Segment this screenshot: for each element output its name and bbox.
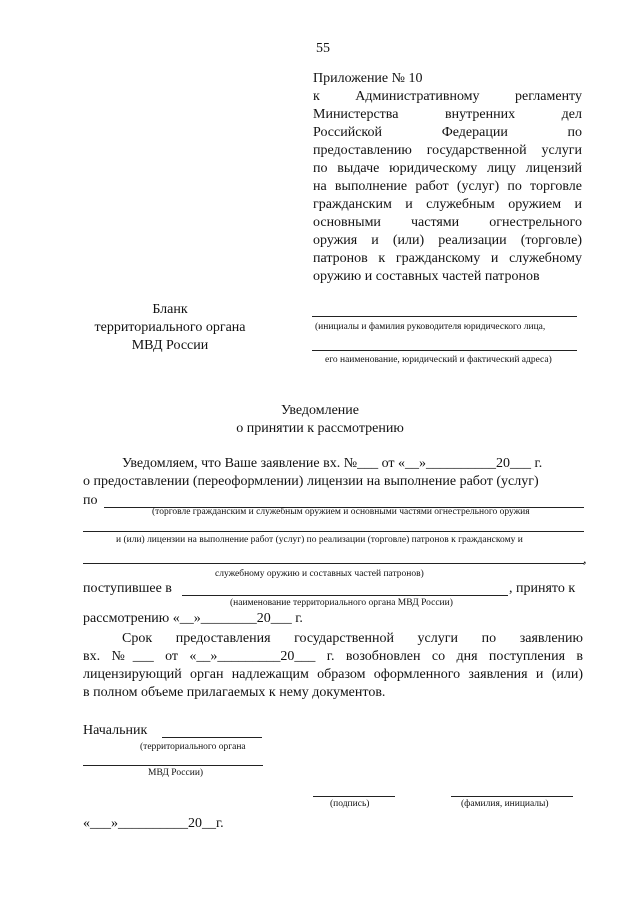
caption-signature: (подпись) [330,799,370,809]
letterhead-line: МВД России [131,338,209,353]
letterhead-block [60,301,280,355]
signature-date: «___»__________20__г. [83,816,224,831]
received-prefix: поступившее в [83,581,172,596]
appendix-line: к Административному регламенту [313,89,582,104]
appendix-line: основными частями огнестрельного [313,215,582,230]
term-line-2: вх. №___ от «__»_________20___ г. возобновлен со дня поступления в [83,649,583,664]
appendix-line: Российской Федерации по [313,125,582,140]
chief-organ-line[interactable] [162,737,262,738]
notice-subtitle: о принятии к рассмотрению [236,421,404,436]
statement-line-2: о предоставлении (переоформлении) лицензии на выполнение работ (услуг) [83,474,539,489]
review-date: рассмотрению «__»________20___ г. [83,611,303,626]
chief-label: Начальник [83,723,148,738]
appendix-line: по выдаче юридическому лицу лицензий [313,161,582,176]
notice-title: Уведомление [280,403,359,418]
appendix-title: Приложение № 10 [313,71,423,86]
statement-prefix-po: по [83,493,98,508]
work-type-line-2[interactable] [83,531,584,532]
recipient-line-2[interactable] [312,350,577,351]
name-line[interactable] [451,796,573,797]
page-number: 55 [316,41,330,56]
statement-line: Уведомляем, что Ваше заявление вх. №___ от «__»__________20___ г. [122,456,543,471]
chief-mvd-line[interactable] [83,765,263,766]
caption-sale: и (или) лицензии на выполнение работ (услуг) по реализации (торговле) патронов к гражданскому и [116,535,523,545]
caption-weapon: служебному оружию и составных частей патронов) [215,569,424,579]
signature-line[interactable] [313,796,395,797]
appendix-last-line: оружию и составных частей патронов [313,269,540,284]
appendix-line: оружия и (или) реализации (торговле) [313,233,582,248]
recipient-caption-2: его наименование, юридический и фактический адреса) [325,355,552,365]
letterhead-line: Бланк [152,302,188,317]
appendix-line: гражданским и служебным оружием и [313,197,582,212]
caption-organ: (наименование территориального органа МВД России) [230,598,453,608]
term-line-3: лицензирующий орган надлежащим образом оформленного заявления и (или) [83,667,583,682]
received-suffix: , принято к [509,581,576,596]
caption-chief-mvd: МВД России) [148,768,204,778]
organ-name-line[interactable] [182,595,508,596]
appendix-line: на выполнение работ (услуг) по торговле [313,179,582,194]
work-type-line-3[interactable] [83,563,584,564]
appendix-line: патронов к гражданскому и служебному [313,251,582,266]
caption-trade: (торговле гражданским и служебным оружием и основными частями огнестрельного оружия [152,507,530,517]
term-line-4: в полном объеме прилагаемых к нему документов. [83,685,386,700]
comma: , [583,552,587,567]
recipient-line-1[interactable] [312,316,577,317]
appendix-line: Министерства внутренних дел [313,107,582,122]
recipient-caption-1: (инициалы и фамилия руководителя юридического лица, [315,322,546,332]
caption-name: (фамилия, инициалы) [461,799,549,809]
appendix-block [313,70,582,286]
caption-chief-organ: (территориального органа [140,742,246,752]
appendix-line: предоставлению государственной услуги [313,143,582,158]
letterhead-line: территориального органа [94,320,246,335]
term-line-1: Срок предоставления государственной услуги по заявлению [122,631,583,646]
